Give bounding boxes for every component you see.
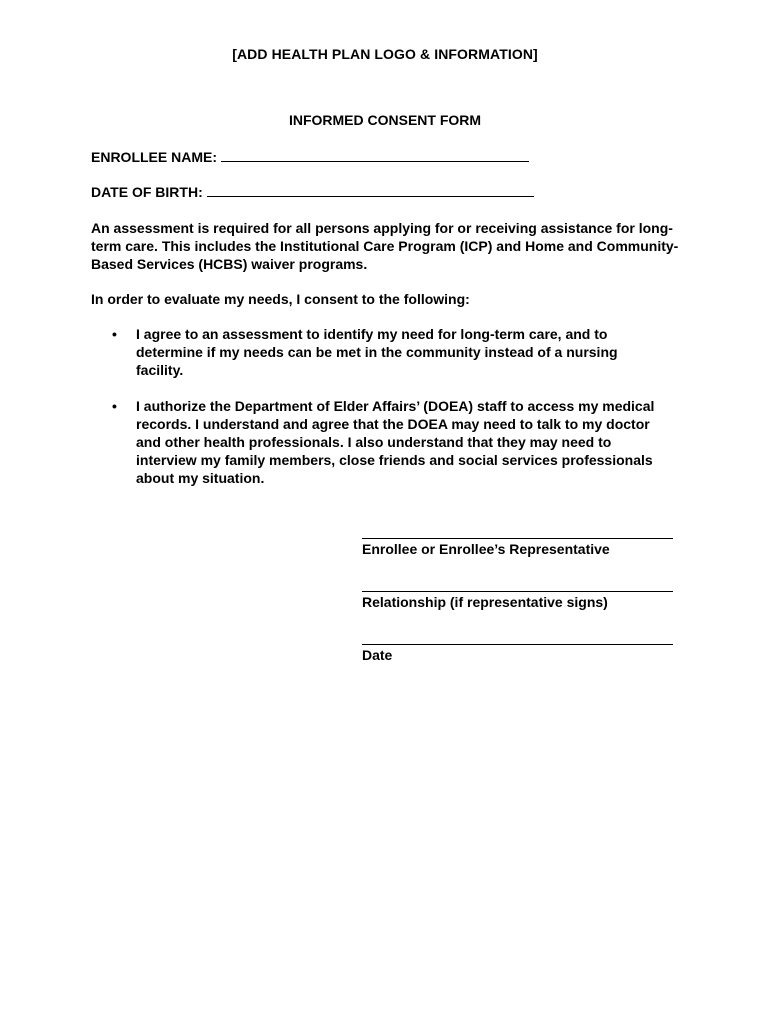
bullet-icon: • [112,398,117,414]
bullet-icon: • [112,326,117,342]
enrollee-name-field[interactable] [221,147,529,162]
consent-item-text: I authorize the Department of Elder Affairs’ (DOEA) staff to access my medical records. I understand and agree that the DOEA may need to talk to my doctor and other health professionals. I also understand that they may need to interview my family members, close friends and social services professionals about my situation. [136,398,655,486]
consent-item-list [91,325,661,379]
consent-statement: In order to evaluate my needs, I consent to the following: [91,291,470,307]
signature-block-date [362,644,673,663]
health-plan-logo-placeholder: [ADD HEALTH PLAN LOGO & INFORMATION] [232,46,538,62]
date-label: Date [362,647,393,663]
consent-item-text: I agree to an assessment to identify my need for long-term care, and to determine if my needs can be met in the community instead of a nursing facility. [136,326,618,378]
date-line[interactable] [362,644,673,645]
form-title: INFORMED CONSENT FORM [288,112,482,128]
enrollee-name-label: ENROLLEE NAME: [91,149,217,165]
signature-block-relationship [362,591,673,610]
enrollee-signature-line[interactable] [362,538,673,539]
intro-paragraph: An assessment is required for all persons applying for or receiving assistance for long-term care. This includes the Institutional Care Program (ICP) and Home and Community-Based Services (HCBS) waiver programs. [91,220,679,272]
relationship-label: Relationship (if representative signs) [362,594,608,610]
consent-item [91,397,661,487]
consent-item [91,325,661,379]
date-of-birth-label: DATE OF BIRTH: [91,184,203,200]
date-of-birth-row [91,182,534,200]
enrollee-name-row [91,147,529,165]
date-of-birth-field[interactable] [207,182,534,197]
relationship-line[interactable] [362,591,673,592]
enrollee-signature-label: Enrollee or Enrollee’s Representative [362,541,610,557]
consent-item-list [91,397,661,487]
signature-block-enrollee [362,538,673,557]
